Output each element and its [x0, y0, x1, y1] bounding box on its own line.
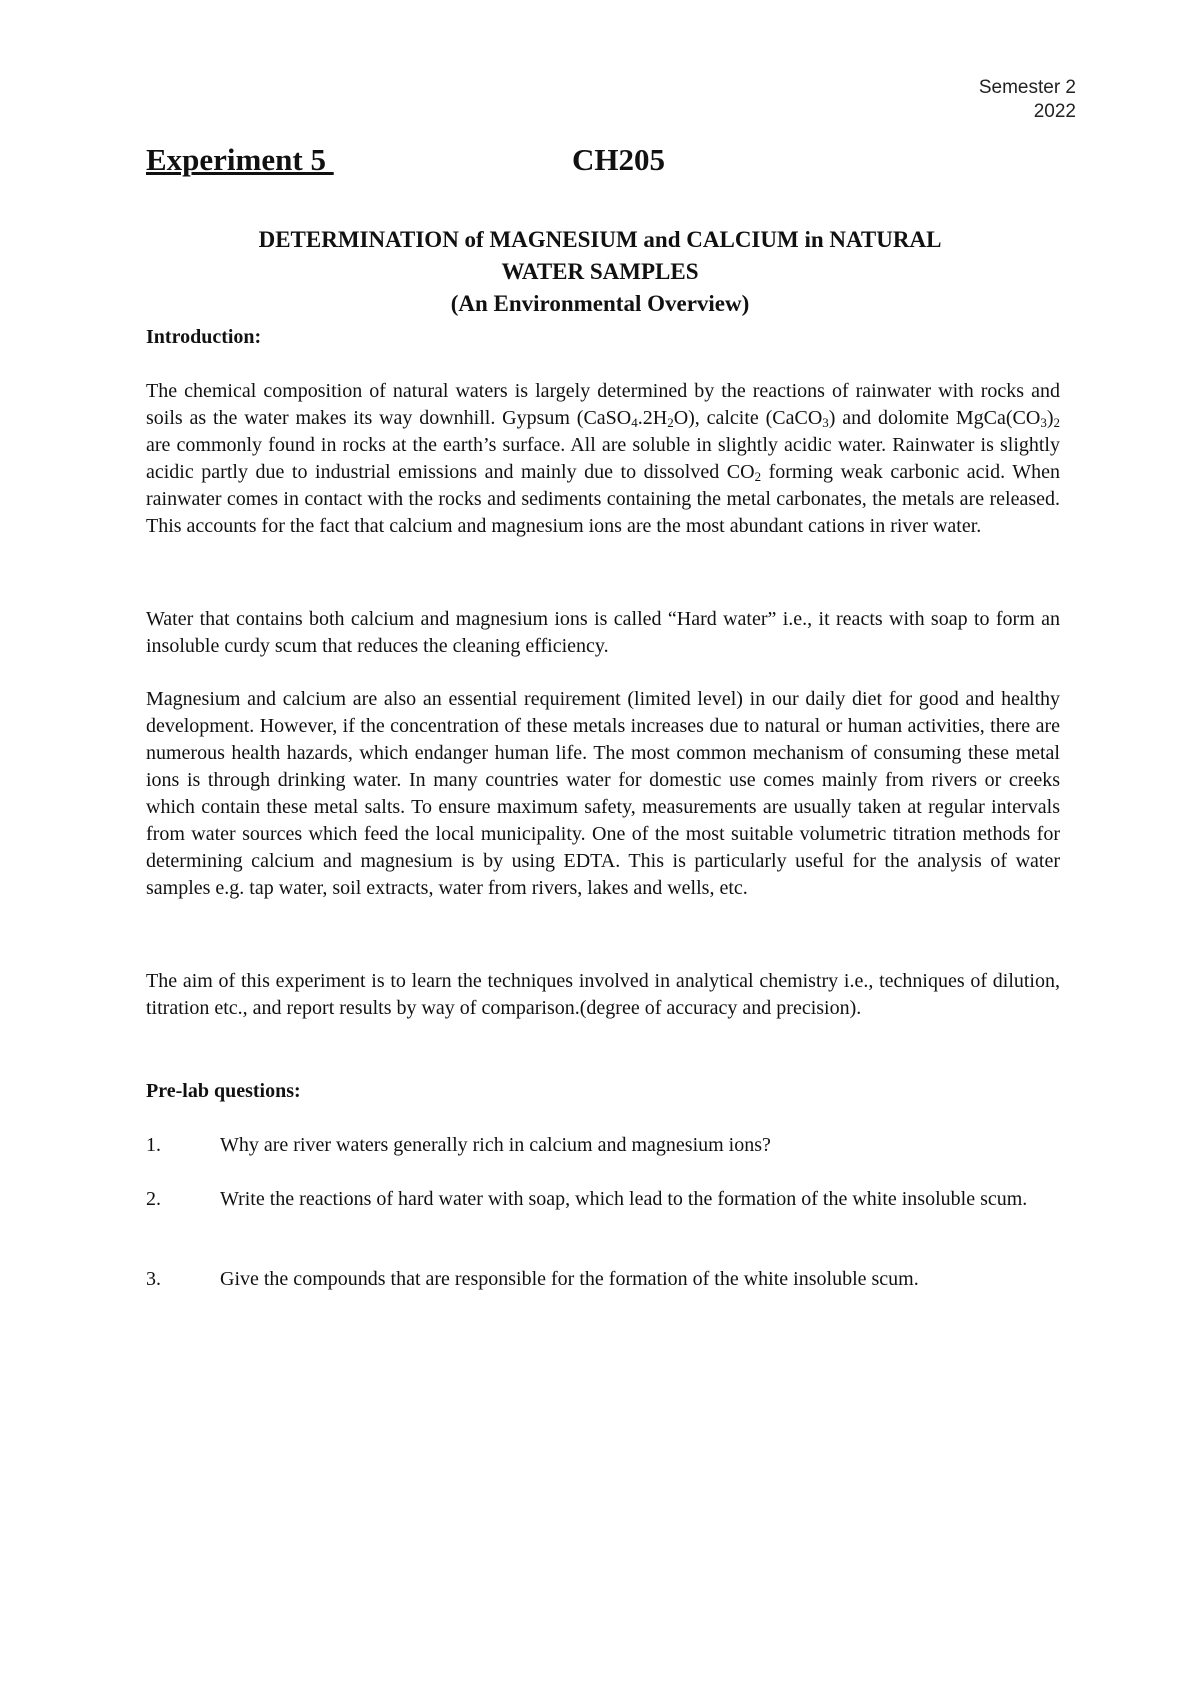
- prelab-question-2: [146, 1186, 1060, 1213]
- semester-label: Semester 2: [978, 77, 1076, 98]
- main-title-line-2: WATER SAMPLES: [501, 259, 699, 284]
- semester-info: [979, 76, 1076, 124]
- main-title-line-1: DETERMINATION of MAGNESIUM and CALCIUM in NATURAL: [258, 227, 942, 252]
- prelab-question-1: [146, 1132, 1060, 1159]
- experiment-title: Experiment 5: [146, 142, 334, 177]
- question-text: Write the reactions of hard water with soap, which lead to the formation of the white insoluble scum.: [220, 1188, 1028, 1210]
- question-text: Give the compounds that are responsible for the formation of the white insoluble scum.: [220, 1268, 919, 1290]
- introduction-paragraph-4: The aim of this experiment is to learn the techniques involved in analytical chemistry i.e., techniques of dilution, titration etc., and report results by way of comparison.(degree of accuracy and precision).: [146, 970, 1060, 1019]
- introduction-paragraph-1: The chemical composition of natural waters is largely determined by the reactions of rainwater with rocks and soils as the water makes its way downhill. Gypsum $(CaSO_4.2H_2O)$, calcite (CaCO$_3$) and dolomite $MgCa(CO_3)_2$ are commonly found in rocks at the earth’s surface. All are soluble in slightly acidic water. Rainwater is slightly acidic partly due to industrial emissions and mainly due to dissolved $CO_2$ forming weak carbonic acid. When rainwater comes in contact with the rocks and sediments containing the metal carbonates, the metals are released. This accounts for the fact that calcium and magnesium ions are the most abundant cations in river water.: [146, 380, 1061, 537]
- semester-year: 2022: [1033, 101, 1076, 122]
- course-code: CH205: [572, 142, 665, 177]
- prelab-question-3: [146, 1266, 1060, 1293]
- prelab-heading: Pre-lab questions:: [146, 1080, 301, 1102]
- question-number: 3.: [146, 1268, 161, 1290]
- question-text: Why are river waters generally rich in calcium and magnesium ions?: [220, 1134, 771, 1156]
- main-title-line-3: (An Environmental Overview): [450, 291, 750, 316]
- question-number: 1.: [146, 1134, 161, 1156]
- introduction-heading: Introduction:: [146, 326, 262, 348]
- question-number: 2.: [146, 1188, 161, 1210]
- introduction-paragraph-2: Water that contains both calcium and magnesium ions is called “Hard water” i.e., it reacts with soap to form an insoluble curdy scum that reduces the cleaning efficiency.: [146, 608, 1060, 657]
- main-title: [146, 224, 1054, 320]
- introduction-paragraph-3: Magnesium and calcium are also an essential requirement (limited level) in our daily diet for good and healthy development. However, if the concentration of these metals increases due to natural or human activities, there are numerous health hazards, which endanger human life. The most common mechanism of consuming these metal ions is through drinking water. In many countries water for domestic use comes mainly from rivers or creeks which contain these metal salts. To ensure maximum safety, measurements are usually taken at regular intervals from water sources which feed the local municipality. One of the most suitable volumetric titration methods for determining calcium and magnesium is by using EDTA. This is particularly useful for the analysis of water samples e.g. tap water, soil extracts, water from rivers, lakes and wells, etc.: [146, 688, 1060, 899]
